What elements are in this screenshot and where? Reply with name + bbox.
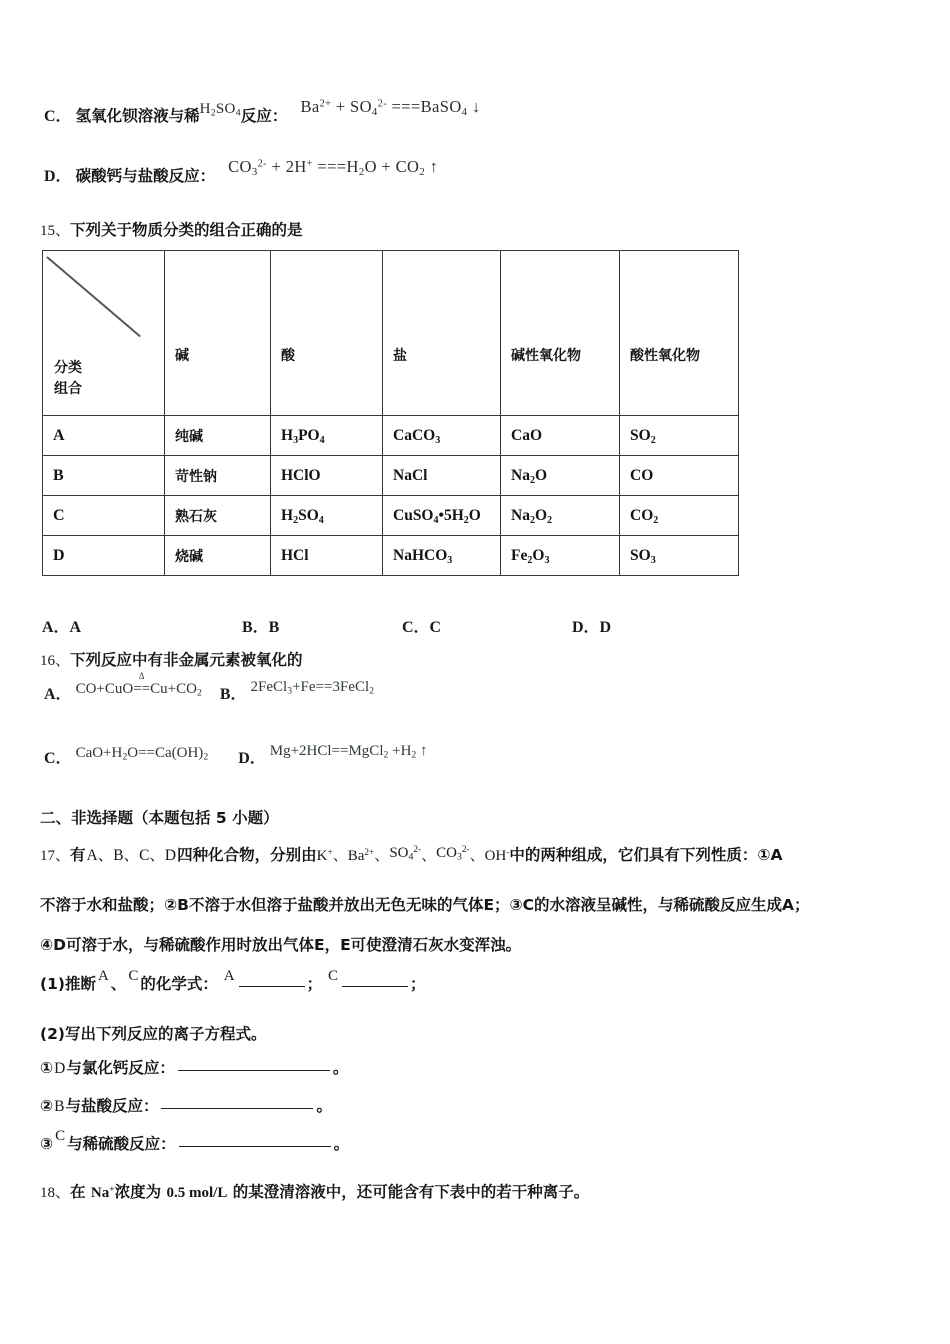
q16-option-d-letter[interactable]: D． (238, 750, 266, 767)
delta-symbol: Δ (138, 671, 145, 681)
question-17-line3 (40, 933, 521, 955)
q17-part1-sep: 、 (110, 975, 127, 993)
q17-line1-c: 中的两种组成，它们具有下列性质：①A (509, 846, 783, 864)
q17-subitem-2 (40, 1094, 332, 1116)
q17-part2-label: (2)写出下列反应的离子方程式。 (40, 1025, 267, 1043)
q17-subitem-3-symbol: C (55, 1128, 66, 1144)
q17-line1-a: 有 (70, 846, 86, 864)
q17-part1-symbol-a: A (97, 968, 109, 984)
question-17-line2 (40, 893, 810, 915)
table-corner-cell (43, 251, 165, 416)
header-text: 酸性氧化物 (630, 348, 700, 364)
cell-a-acid: $H_3PO_4$ (271, 416, 383, 456)
q17-subitem-3-end: 。 (333, 1135, 350, 1153)
question-17-part1 (40, 968, 426, 994)
q17-semicolon-1: ； (306, 975, 323, 993)
header-text: 碱 (175, 348, 189, 364)
header-text: 酸 (281, 348, 295, 364)
option-c-text-after: 反应： (240, 107, 288, 125)
cell-c-acid: $H_2SO_4$ (271, 496, 383, 536)
option-c-inline-formula: $H_2SO_4$ (199, 101, 241, 119)
q17-subitem-2-symbol: B (54, 1098, 65, 1115)
option-c-letter: C． (44, 108, 72, 125)
q17-part1-label: (1)推断 (40, 975, 96, 993)
cell-b-acidic-oxide: CO (620, 456, 739, 496)
table-header-row (43, 251, 739, 416)
cell-b-salt: NaCl (383, 456, 501, 496)
cell-d-acidic-oxide: $SO_3$ (620, 536, 739, 576)
q17-subitem-3-marker: ③ (40, 1135, 54, 1153)
option-d-text-before: 碳酸钙与盐酸反应： (75, 167, 216, 185)
question-16-number: 16、 (40, 653, 71, 669)
table-row (43, 536, 739, 576)
row-label-b: B (43, 456, 165, 496)
classification-table (42, 250, 739, 576)
row-label-c: C (43, 496, 165, 536)
question-18-text: 在 Na+浓度为 0.5 mol/L 的某澄清溶液中，还可能含有下表中的若干种离子。 (70, 1183, 590, 1201)
cell-d-acid: HCl (271, 536, 383, 576)
q17-subitem-3-blank[interactable] (179, 1145, 331, 1147)
section-2-heading (40, 806, 279, 828)
cell-c-salt: $CuSO_4•5H_2O$ (383, 496, 501, 536)
question-16-heading (40, 648, 303, 670)
q15-option-a[interactable]: A．A (42, 619, 82, 636)
q17-subitem-1-blank[interactable] (178, 1069, 330, 1071)
q17-subitem-2-marker: ② (40, 1097, 54, 1115)
question-15-stem: 下列关于物质分类的组合正确的是 (70, 221, 303, 239)
cell-d-base: 烧碱 (165, 536, 271, 576)
corner-label-line2: 组合 (54, 381, 82, 398)
table-header-basic-oxide (501, 251, 620, 416)
q17-part1-symbol-c: C (128, 968, 139, 984)
table-row (43, 416, 739, 456)
q17-subitem-3-text: 与稀硫酸反应： (67, 1135, 176, 1153)
table-header-acid (271, 251, 383, 416)
q17-subitem-1-symbol: D (54, 1060, 66, 1077)
q17-blank2[interactable] (342, 985, 408, 987)
q17-semicolon-2: ； (409, 975, 426, 993)
cell-b-basic-oxide: $Na_2O$ (501, 456, 620, 496)
cell-a-acidic-oxide: $SO_2$ (620, 416, 739, 456)
q16-option-b-letter[interactable]: B． (219, 686, 247, 703)
q17-line3-text: ④D可溶于水，与稀硫酸作用时放出气体E，E可使澄清石灰水变浑浊。 (40, 936, 522, 954)
question-15-number: 15、 (40, 223, 71, 239)
cell-a-salt: CaCO$_3$ (383, 416, 501, 456)
q17-part1-text: 的化学式： (140, 975, 218, 993)
q17-subitem-2-text: 与盐酸反应： (65, 1097, 159, 1115)
cell-c-acidic-oxide: $CO_2$ (620, 496, 739, 536)
q17-subitem-1-marker: ① (40, 1059, 54, 1077)
q15-option-d[interactable]: D．D (572, 619, 612, 636)
question-16-options-row2 (44, 745, 428, 768)
corner-labels (54, 358, 82, 401)
cell-a-basic-oxide: CaO (501, 416, 620, 456)
q17-line1-b: 四种化合物，分别由 (177, 846, 317, 864)
q17-subitem-1 (40, 1056, 348, 1078)
header-text: 盐 (393, 348, 407, 364)
header-text: 碱性氧化物 (511, 348, 581, 364)
option-c-equation: $Ba^{2+} + SO_4^{2-}$ ===BaSO$_4$ ↓ (291, 97, 481, 118)
option-c-text-before: 氢氧化钡溶液与稀 (75, 107, 200, 125)
question-18-number: 18、 (40, 1185, 71, 1201)
corner-label-line1: 分类 (54, 359, 82, 376)
q15-option-c[interactable]: C．C (402, 619, 442, 636)
option-d-equation: $CO_3^{2-} + 2H^+ ===H_2O + CO_2$ ↑ (219, 157, 439, 178)
cell-b-acid: HClO (271, 456, 383, 496)
table-header-acidic-oxide (620, 251, 739, 416)
cell-c-basic-oxide: $Na_2O_2$ (501, 496, 620, 536)
question-18-line (40, 1180, 589, 1202)
q16-option-a-letter[interactable]: A． (44, 686, 72, 703)
question-17-number: 17、 (40, 848, 71, 864)
question-16-options-row1 (44, 671, 374, 704)
q17-subitem-1-text: 与氯化钙反应： (66, 1059, 175, 1077)
q17-compound-list: A、B、C、D (86, 847, 177, 864)
q16-option-b-equation: 2FeCl$_3$+Fe==3FeCl$_2$ (250, 679, 374, 697)
cell-d-basic-oxide: $Fe_2O_3$ (501, 536, 620, 576)
cell-b-base: 苛性钠 (165, 456, 271, 496)
q17-subitem-2-end: 。 (316, 1097, 332, 1115)
q17-blank1[interactable] (239, 985, 305, 987)
q15-option-b[interactable]: B．B (242, 619, 280, 636)
table-row (43, 456, 739, 496)
question-17-part2 (40, 1022, 266, 1044)
q17-subitem-2-blank[interactable] (161, 1107, 313, 1109)
q17-subitem-3 (40, 1128, 350, 1154)
option-d-letter: D． (44, 168, 72, 185)
cell-a-base: 纯碱 (165, 416, 271, 456)
question-17-line1 (40, 843, 783, 865)
cell-d-salt: NaHCO$_3$ (383, 536, 501, 576)
q16-option-a-equation: CO+CuO Δ $==Cu+CO_2$ (75, 671, 202, 699)
table-header-base (165, 251, 271, 416)
table-header-salt (383, 251, 501, 416)
table-row (43, 496, 739, 536)
q16-option-d-equation: Mg+2HCl==MgCl$_2$ $+H_2$ ↑ (269, 743, 428, 761)
question-16-stem: 下列反应中有非金属元素被氧化的 (70, 651, 303, 669)
q17-ion-list: K+、$Ba^{2+}$、$SO_4^{2-}$、$CO_3^{2-}$、OH- (316, 844, 510, 864)
option-c-line (44, 97, 481, 126)
q17-blank2-label: C (327, 968, 338, 984)
question-15-heading (40, 218, 303, 240)
q17-blank1-label: A (223, 968, 235, 984)
row-label-a: A (43, 416, 165, 456)
q16-option-c-letter[interactable]: C． (44, 750, 72, 767)
row-label-d: D (43, 536, 165, 576)
section-2-title: 二、非选择题（本题包括 5 小题） (40, 809, 279, 827)
option-d-line (44, 157, 439, 186)
q17-line2-text: 不溶于水和盐酸；②B不溶于水但溶于盐酸并放出无色无味的气体E；③C的水溶液呈碱性，与稀硫酸反应生成A； (40, 896, 810, 914)
q17-subitem-1-end: 。 (332, 1059, 349, 1077)
q16-option-c-equation: $CaO+H_2O==Ca(OH)_2$ (75, 745, 209, 763)
cell-c-base: 熟石灰 (165, 496, 271, 536)
